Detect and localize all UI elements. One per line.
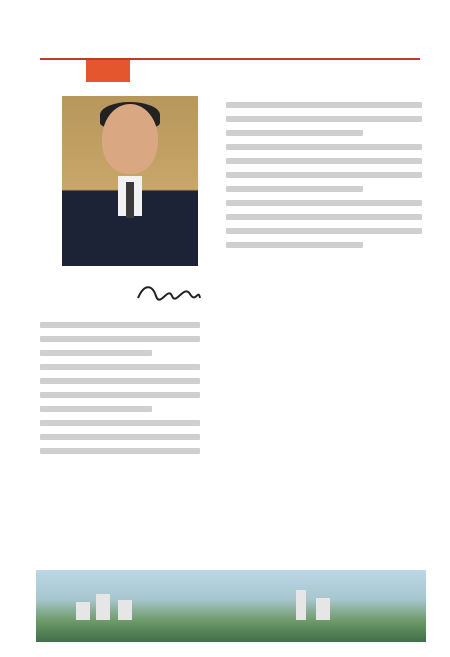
text-line bbox=[40, 364, 200, 370]
portrait-tie bbox=[126, 182, 134, 218]
text-line bbox=[226, 200, 422, 206]
text-line bbox=[226, 172, 422, 178]
text-line bbox=[40, 434, 200, 440]
text-line bbox=[226, 130, 363, 136]
page-title bbox=[90, 60, 130, 82]
text-line bbox=[226, 144, 422, 150]
text-line bbox=[226, 186, 363, 192]
text-line bbox=[40, 336, 200, 342]
building bbox=[296, 590, 306, 620]
building bbox=[118, 600, 132, 620]
text-line bbox=[40, 378, 200, 384]
text-line bbox=[226, 228, 422, 234]
text-line bbox=[40, 420, 200, 426]
building bbox=[316, 598, 330, 620]
text-line bbox=[226, 242, 363, 248]
text-line bbox=[226, 116, 422, 122]
portrait-face bbox=[102, 104, 158, 174]
text-line bbox=[40, 448, 200, 454]
building bbox=[76, 602, 90, 620]
text-line bbox=[226, 214, 422, 220]
portrait-photo bbox=[62, 96, 198, 266]
city-panorama-image bbox=[36, 570, 426, 642]
body-column-right bbox=[226, 98, 422, 256]
building bbox=[96, 594, 110, 620]
text-line bbox=[226, 158, 422, 164]
signature bbox=[134, 278, 204, 306]
text-line bbox=[40, 406, 152, 412]
text-line bbox=[40, 350, 152, 356]
text-line bbox=[40, 392, 200, 398]
text-line bbox=[226, 102, 422, 108]
body-column-left bbox=[40, 318, 200, 462]
text-line bbox=[40, 322, 200, 328]
